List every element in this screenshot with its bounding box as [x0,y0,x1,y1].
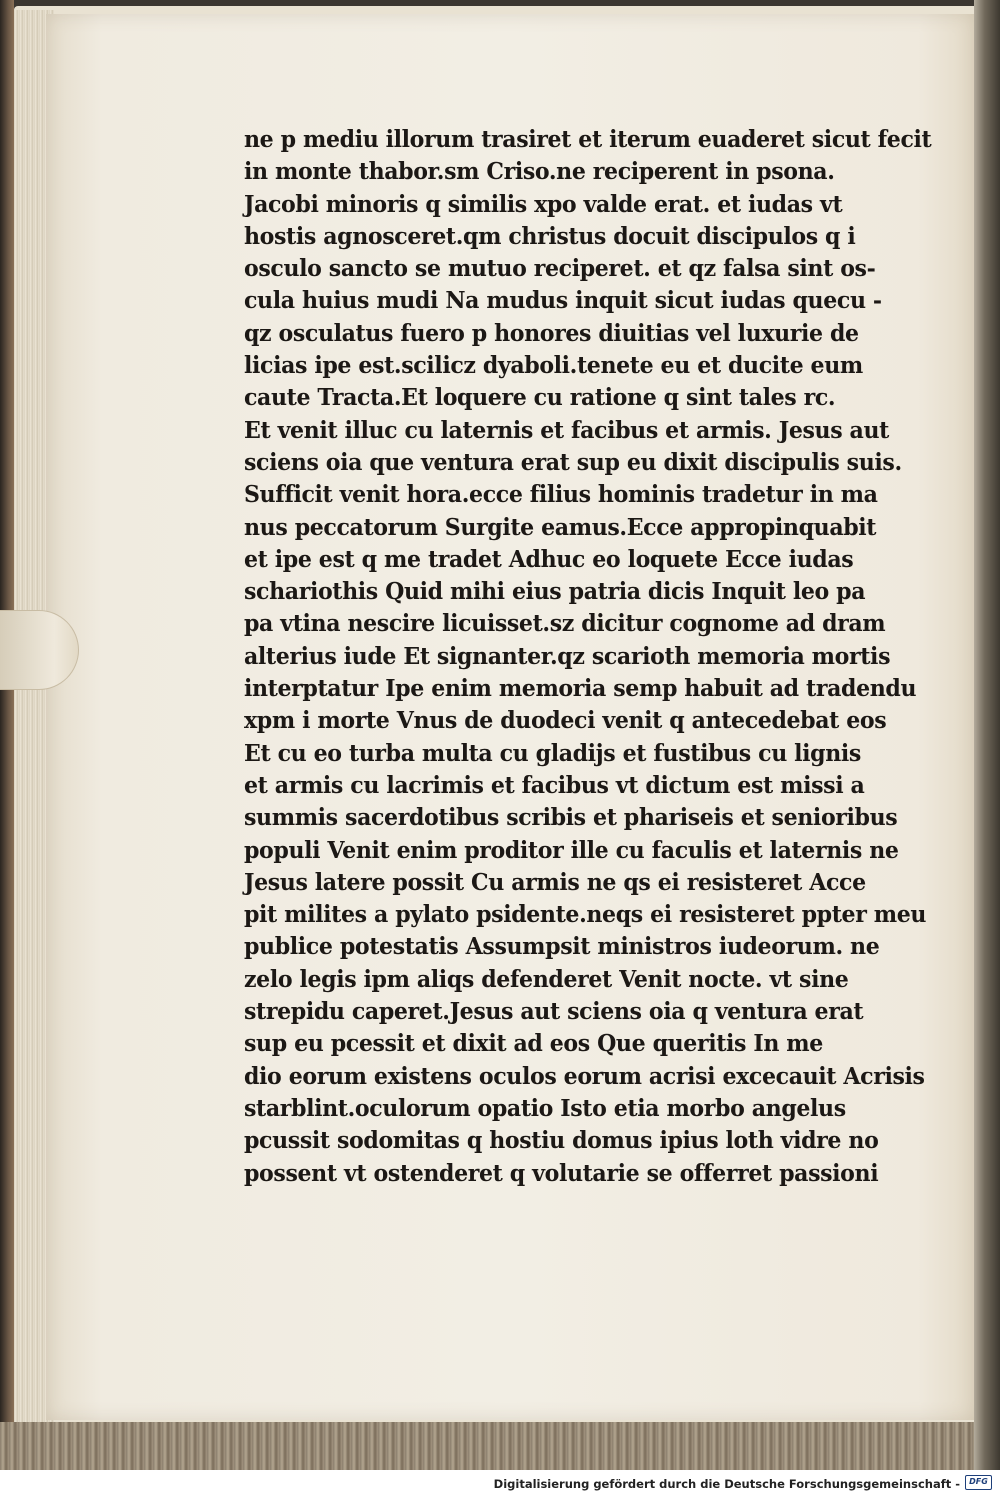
text-line: summis sacerdotibus scribis et phariseis et senioribus [244,804,898,832]
text-line: populi Venit enim proditor ille cu faculis et laternis ne [244,836,899,864]
blackletter-text-block [244,124,932,1187]
text-line: Jacobi minoris q similis xpo valde erat. et iudas vt [244,190,843,218]
text-line: Sufficit venit hora.ecce filius hominis tradetur in ma [244,481,878,509]
text-line: hostis agnosceret.qm christus docuit discipulos q i [244,222,856,250]
text-line: starblint.oculorum opatio Isto etia morbo angelus [244,1094,846,1122]
text-line: in monte thabor.sm Criso.ne reciperent in psona. [244,158,835,186]
text-line: sciens oia que ventura erat sup eu dixit discipulis suis. [244,448,902,476]
text-line: osculo sancto se mutuo reciperet. et qz falsa sint os- [244,255,876,283]
text-line: pa vtina nescire licuisset.sz dicitur cognome ad dram [244,610,886,638]
text-line: zelo legis ipm aliqs defenderet Venit nocte. vt sine [244,965,849,993]
dfg-logo: DFG [965,1475,992,1490]
text-line: possent vt ostenderet q volutarie se offerret passioni [244,1159,879,1187]
text-line: xpm i morte Vnus de duodeci venit q antecedebat eos [244,707,887,735]
funding-credit: Digitalisierung gefördert durch die Deutsche Forschungsgemeinschaft - [493,1477,960,1491]
text-line: qz osculatus fuero p honores diuitias vel luxurie de [244,319,859,347]
text-line: et armis cu lacrimis et facibus vt dictum est missi a [244,771,865,799]
text-line: pit milites a pylato psidente.neqs ei resisteret ppter meu [244,901,927,929]
text-line: strepidu caperet.Jesus aut sciens oia q ventura erat [244,998,864,1026]
text-line: ne p mediu illorum trasiret et iterum euaderet sicut fecit [244,126,932,153]
funding-footer [0,1470,1000,1497]
text-line: interptatur Ipe enim memoria semp habuit ad tradendu [244,675,917,703]
text-line: schariothis Quid mihi eius patria dicis Inquit leo pa [244,578,866,606]
clasp-strap [0,610,79,690]
text-line: nus peccatorum Surgite eamus.Ecce appropinquabit [244,513,877,541]
text-line: dio eorum existens oculos eorum acrisi excecauit Acrisis [244,1062,925,1090]
binding-right-edge [974,0,1000,1470]
page-bottom-edge [0,1422,1000,1470]
text-line: alterius iude Et signanter.qz scarioth memoria mortis [244,642,891,670]
text-line: et ipe est q me tradet Adhuc eo loquete Ecce iudas [244,545,854,573]
text-line: cula huius mudi Na mudus inquit sicut iudas quecu - [244,287,882,315]
text-line: pcussit sodomitas q hostiu domus ipius loth vidre no [244,1127,879,1155]
text-line: licias ipe est.scilicz dyaboli.tenete eu et ducite eum [244,352,863,380]
text-line: sup eu pcessit et dixit ad eos Que queritis In me [244,1030,823,1058]
text-line: Jesus latere possit Cu armis ne qs ei resisteret Acce [244,868,866,896]
book-cover-edge [0,0,14,1470]
text-line: Et cu eo turba multa cu gladijs et fustibus cu lignis [244,739,861,767]
text-line: caute Tracta.Et loquere cu ratione q sint tales rc. [244,384,836,412]
text-line: publice potestatis Assumpsit ministros iudeorum. ne [244,933,880,961]
text-line: Et venit illuc cu laternis et facibus et armis. Jesus aut [244,416,889,444]
